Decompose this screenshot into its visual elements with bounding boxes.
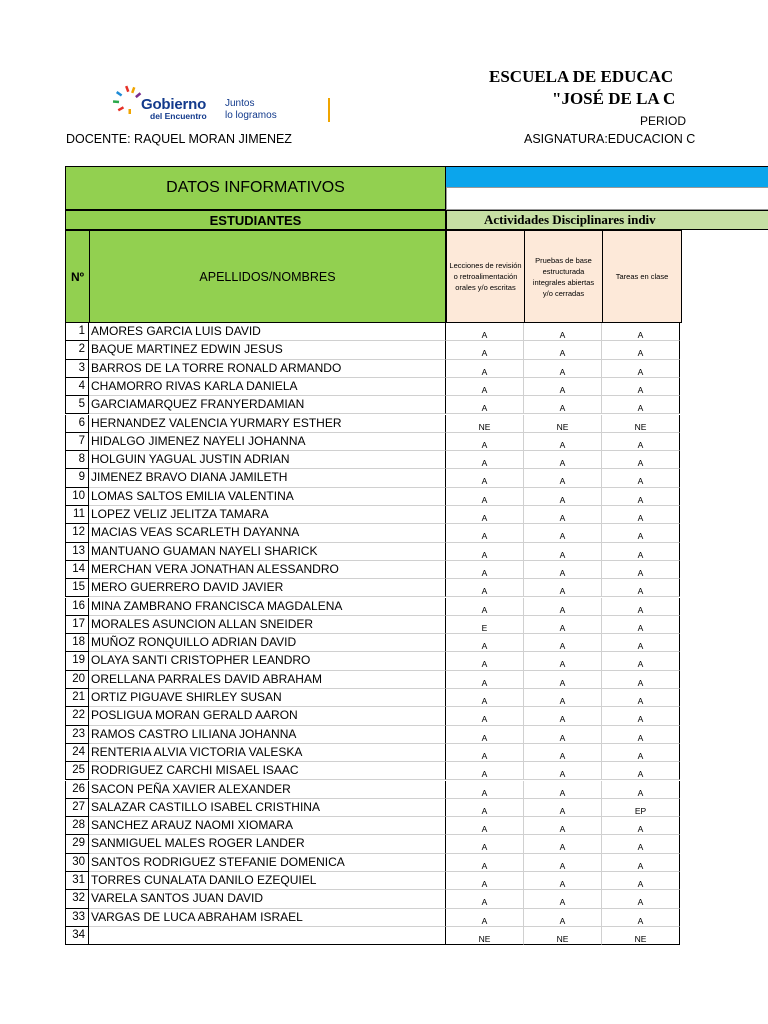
- grade-pruebas[interactable]: A: [524, 872, 602, 890]
- grade-pruebas[interactable]: A: [524, 469, 602, 487]
- column-header-lecciones: Lecciones de revisión o retroalimentación orales y/o escritas: [446, 230, 525, 323]
- student-name[interactable]: LOMAS SALTOS EMILIA VALENTINA: [89, 488, 446, 506]
- grade-tareas[interactable]: A: [602, 872, 680, 890]
- row-number[interactable]: 7: [65, 433, 89, 451]
- grade-lecciones[interactable]: A: [446, 396, 524, 414]
- student-name[interactable]: OLAYA SANTI CRISTOPHER LEANDRO: [89, 652, 446, 670]
- grade-tareas[interactable]: A: [602, 378, 680, 396]
- grade-lecciones[interactable]: A: [446, 469, 524, 487]
- grade-lecciones[interactable]: A: [446, 524, 524, 542]
- row-number[interactable]: 31: [65, 872, 89, 890]
- grade-pruebas[interactable]: NE: [524, 415, 602, 433]
- table-row[interactable]: [65, 854, 682, 872]
- student-name[interactable]: SANTOS RODRIGUEZ STEFANIE DOMENICA: [89, 854, 446, 872]
- grade-pruebas[interactable]: A: [524, 451, 602, 469]
- student-name[interactable]: SANCHEZ ARAUZ NAOMI XIOMARA: [89, 817, 446, 835]
- grade-tareas[interactable]: A: [602, 634, 680, 652]
- table-row[interactable]: [65, 671, 682, 689]
- grade-pruebas[interactable]: NE: [524, 927, 602, 945]
- grade-lecciones[interactable]: A: [446, 360, 524, 378]
- row-number[interactable]: 11: [65, 506, 89, 524]
- school-title-line1: ESCUELA DE EDUCAC: [489, 67, 674, 86]
- grade-lecciones[interactable]: A: [446, 744, 524, 762]
- grade-pruebas[interactable]: A: [524, 341, 602, 359]
- row-number[interactable]: 21: [65, 689, 89, 707]
- student-name[interactable]: HOLGUIN YAGUAL JUSTIN ADRIAN: [89, 451, 446, 469]
- row-number[interactable]: 30: [65, 854, 89, 872]
- row-number[interactable]: 2: [65, 341, 89, 359]
- grade-lecciones[interactable]: A: [446, 579, 524, 597]
- student-name[interactable]: RENTERIA ALVIA VICTORIA VALESKA: [89, 744, 446, 762]
- student-name[interactable]: HERNANDEZ VALENCIA YURMARY ESTHER: [89, 415, 446, 433]
- table-row[interactable]: [65, 726, 682, 744]
- row-number[interactable]: 23: [65, 726, 89, 744]
- table-row[interactable]: [65, 689, 682, 707]
- student-name[interactable]: HIDALGO JIMENEZ NAYELI JOHANNA: [89, 433, 446, 451]
- grade-pruebas[interactable]: A: [524, 890, 602, 908]
- grade-tareas[interactable]: A: [602, 652, 680, 670]
- grade-tareas[interactable]: A: [602, 341, 680, 359]
- row-number[interactable]: 9: [65, 469, 89, 487]
- grade-pruebas[interactable]: A: [524, 543, 602, 561]
- student-name[interactable]: MUÑOZ RONQUILLO ADRIAN DAVID: [89, 634, 446, 652]
- grade-tareas[interactable]: A: [602, 707, 680, 725]
- grade-tareas[interactable]: A: [602, 524, 680, 542]
- grade-lecciones[interactable]: A: [446, 323, 524, 341]
- grade-lecciones[interactable]: A: [446, 671, 524, 689]
- grade-lecciones[interactable]: A: [446, 451, 524, 469]
- grade-tareas[interactable]: A: [602, 781, 680, 799]
- student-name[interactable]: VARGAS DE LUCA ABRAHAM ISRAEL: [89, 909, 446, 927]
- table-row[interactable]: [65, 360, 682, 378]
- row-number[interactable]: 18: [65, 634, 89, 652]
- grade-tareas[interactable]: A: [602, 854, 680, 872]
- row-number[interactable]: 22: [65, 707, 89, 725]
- column-header-number: Nº: [65, 230, 90, 323]
- grade-pruebas[interactable]: A: [524, 506, 602, 524]
- row-number[interactable]: 32: [65, 890, 89, 908]
- grade-lecciones[interactable]: A: [446, 817, 524, 835]
- grade-lecciones[interactable]: A: [446, 506, 524, 524]
- logo-logramos-text: lo logramos: [225, 110, 277, 121]
- student-name[interactable]: MERO GUERRERO DAVID JAVIER: [89, 579, 446, 597]
- grade-tareas[interactable]: A: [602, 543, 680, 561]
- docente-label: DOCENTE: RAQUEL MORAN JIMENEZ: [66, 132, 292, 146]
- grade-lecciones[interactable]: NE: [446, 927, 524, 945]
- student-name[interactable]: MORALES ASUNCION ALLAN SNEIDER: [89, 616, 446, 634]
- row-number[interactable]: 27: [65, 799, 89, 817]
- table-row[interactable]: [65, 433, 682, 451]
- grade-lecciones[interactable]: A: [446, 726, 524, 744]
- student-name[interactable]: JIMENEZ BRAVO DIANA JAMILETH: [89, 469, 446, 487]
- grade-tareas[interactable]: A: [602, 396, 680, 414]
- student-name[interactable]: CHAMORRO RIVAS KARLA DANIELA: [89, 378, 446, 396]
- row-number[interactable]: 12: [65, 524, 89, 542]
- row-number[interactable]: 8: [65, 451, 89, 469]
- grade-lecciones[interactable]: A: [446, 543, 524, 561]
- grade-tareas[interactable]: NE: [602, 927, 680, 945]
- table-row[interactable]: [65, 415, 682, 433]
- table-row[interactable]: [65, 927, 682, 945]
- table-row[interactable]: [65, 652, 682, 670]
- row-number[interactable]: 10: [65, 488, 89, 506]
- grade-tareas[interactable]: A: [602, 561, 680, 579]
- table-row[interactable]: [65, 909, 682, 927]
- student-name[interactable]: MERCHAN VERA JONATHAN ALESSANDRO: [89, 561, 446, 579]
- periodo-label: PERIOD: [640, 114, 687, 128]
- grade-tareas[interactable]: A: [602, 671, 680, 689]
- table-row[interactable]: [65, 781, 682, 799]
- table-row[interactable]: [65, 890, 682, 908]
- grade-tareas[interactable]: NE: [602, 415, 680, 433]
- table-row[interactable]: [65, 506, 682, 524]
- table-row[interactable]: [65, 561, 682, 579]
- row-number[interactable]: 14: [65, 561, 89, 579]
- school-title-line2: "JOSÉ DE LA C: [552, 89, 676, 108]
- row-number[interactable]: 33: [65, 909, 89, 927]
- actividades-header: Actividades Disciplinares indiv: [446, 210, 768, 230]
- grade-lecciones[interactable]: A: [446, 909, 524, 927]
- grade-lecciones[interactable]: A: [446, 781, 524, 799]
- table-row[interactable]: [65, 579, 682, 597]
- row-number[interactable]: 20: [65, 671, 89, 689]
- grade-lecciones[interactable]: A: [446, 433, 524, 451]
- grade-lecciones[interactable]: A: [446, 799, 524, 817]
- row-number[interactable]: 4: [65, 378, 89, 396]
- grade-pruebas[interactable]: A: [524, 433, 602, 451]
- grade-pruebas[interactable]: A: [524, 561, 602, 579]
- student-name[interactable]: MINA ZAMBRANO FRANCISCA MAGDALENA: [89, 598, 446, 616]
- grade-pruebas[interactable]: A: [524, 744, 602, 762]
- grade-lecciones[interactable]: A: [446, 341, 524, 359]
- row-number[interactable]: 16: [65, 598, 89, 616]
- blank-header-band: [446, 187, 768, 210]
- blue-header-band: [446, 166, 768, 187]
- grade-pruebas[interactable]: A: [524, 707, 602, 725]
- table-row[interactable]: [65, 378, 682, 396]
- row-number[interactable]: 3: [65, 360, 89, 378]
- row-number[interactable]: 26: [65, 781, 89, 799]
- table-row[interactable]: [65, 341, 682, 359]
- grade-lecciones[interactable]: A: [446, 890, 524, 908]
- table-row[interactable]: [65, 762, 682, 780]
- grade-tareas[interactable]: A: [602, 451, 680, 469]
- grade-pruebas[interactable]: A: [524, 909, 602, 927]
- table-row[interactable]: [65, 835, 682, 853]
- grade-pruebas[interactable]: A: [524, 689, 602, 707]
- logo-encuentro-text: del Encuentro: [150, 111, 207, 121]
- grade-pruebas[interactable]: A: [524, 616, 602, 634]
- row-number[interactable]: 6: [65, 415, 89, 433]
- grade-tareas[interactable]: A: [602, 506, 680, 524]
- grade-lecciones[interactable]: A: [446, 598, 524, 616]
- row-number[interactable]: 28: [65, 817, 89, 835]
- grade-lecciones[interactable]: A: [446, 652, 524, 670]
- grade-tareas[interactable]: A: [602, 762, 680, 780]
- table-row[interactable]: [65, 744, 682, 762]
- row-number[interactable]: 29: [65, 835, 89, 853]
- student-name[interactable]: [89, 927, 446, 945]
- student-name[interactable]: MANTUANO GUAMAN NAYELI SHARICK: [89, 543, 446, 561]
- grade-pruebas[interactable]: A: [524, 854, 602, 872]
- table-row[interactable]: [65, 707, 682, 725]
- grade-tareas[interactable]: A: [602, 616, 680, 634]
- grade-pruebas[interactable]: A: [524, 762, 602, 780]
- student-name[interactable]: GARCIAMARQUEZ FRANYERDAMIAN: [89, 396, 446, 414]
- grade-tareas[interactable]: A: [602, 909, 680, 927]
- row-number[interactable]: 24: [65, 744, 89, 762]
- grade-tareas[interactable]: A: [602, 579, 680, 597]
- table-row[interactable]: [65, 488, 682, 506]
- row-number[interactable]: 15: [65, 579, 89, 597]
- table-row[interactable]: [65, 817, 682, 835]
- student-name[interactable]: RAMOS CASTRO LILIANA JOHANNA: [89, 726, 446, 744]
- grade-pruebas[interactable]: A: [524, 634, 602, 652]
- grade-pruebas[interactable]: A: [524, 488, 602, 506]
- student-name[interactable]: POSLIGUA MORAN GERALD AARON: [89, 707, 446, 725]
- table-row[interactable]: [65, 543, 682, 561]
- student-name[interactable]: MACIAS VEAS SCARLETH DAYANNA: [89, 524, 446, 542]
- row-number[interactable]: 13: [65, 543, 89, 561]
- column-header-tareas: Tareas en clase: [602, 230, 682, 323]
- row-number[interactable]: 25: [65, 762, 89, 780]
- logo-juntos-text: Juntos: [225, 98, 255, 109]
- grade-lecciones[interactable]: A: [446, 488, 524, 506]
- table-row[interactable]: [65, 451, 682, 469]
- column-header-pruebas: Pruebas de base estructurada integrales abiertas y/o cerradas: [524, 230, 603, 323]
- student-name[interactable]: ORTIZ PIGUAVE SHIRLEY SUSAN: [89, 689, 446, 707]
- student-name[interactable]: VARELA SANTOS JUAN DAVID: [89, 890, 446, 908]
- grade-pruebas[interactable]: A: [524, 323, 602, 341]
- grade-pruebas[interactable]: A: [524, 726, 602, 744]
- table-row[interactable]: [65, 616, 682, 634]
- grade-pruebas[interactable]: A: [524, 524, 602, 542]
- grade-lecciones[interactable]: A: [446, 762, 524, 780]
- table-row[interactable]: [65, 634, 682, 652]
- grade-pruebas[interactable]: A: [524, 396, 602, 414]
- grade-lecciones[interactable]: A: [446, 378, 524, 396]
- grade-pruebas[interactable]: A: [524, 799, 602, 817]
- grade-pruebas[interactable]: A: [524, 360, 602, 378]
- grade-tareas[interactable]: A: [602, 488, 680, 506]
- grade-lecciones[interactable]: A: [446, 634, 524, 652]
- estudiantes-header: ESTUDIANTES: [65, 210, 446, 230]
- grade-pruebas[interactable]: A: [524, 652, 602, 670]
- student-name[interactable]: SANMIGUEL MALES ROGER LANDER: [89, 835, 446, 853]
- grade-lecciones[interactable]: E: [446, 616, 524, 634]
- grade-lecciones[interactable]: A: [446, 854, 524, 872]
- row-number[interactable]: 17: [65, 616, 89, 634]
- table-row[interactable]: [65, 524, 682, 542]
- grade-pruebas[interactable]: A: [524, 817, 602, 835]
- grade-pruebas[interactable]: A: [524, 579, 602, 597]
- table-row[interactable]: [65, 469, 682, 487]
- student-name[interactable]: RODRIGUEZ CARCHI MISAEL ISAAC: [89, 762, 446, 780]
- grade-lecciones[interactable]: NE: [446, 415, 524, 433]
- grade-tareas[interactable]: EP: [602, 799, 680, 817]
- grade-lecciones[interactable]: A: [446, 835, 524, 853]
- grade-tareas[interactable]: A: [602, 360, 680, 378]
- table-row[interactable]: [65, 323, 682, 341]
- grade-lecciones[interactable]: A: [446, 707, 524, 725]
- row-number[interactable]: 1: [65, 323, 89, 341]
- grade-tareas[interactable]: A: [602, 835, 680, 853]
- grade-tareas[interactable]: A: [602, 689, 680, 707]
- logo-gobierno-text: Gobierno: [141, 96, 207, 113]
- grade-tareas[interactable]: A: [602, 817, 680, 835]
- table-row[interactable]: [65, 872, 682, 890]
- grade-pruebas[interactable]: A: [524, 378, 602, 396]
- grade-tareas[interactable]: A: [602, 726, 680, 744]
- grade-pruebas[interactable]: A: [524, 781, 602, 799]
- datos-informativos-header: DATOS INFORMATIVOS: [65, 166, 446, 210]
- grade-pruebas[interactable]: A: [524, 835, 602, 853]
- table-row[interactable]: [65, 396, 682, 414]
- grade-pruebas[interactable]: A: [524, 598, 602, 616]
- student-name[interactable]: SACON PEÑA XAVIER ALEXANDER: [89, 781, 446, 799]
- student-name[interactable]: AMORES GARCIA LUIS DAVID: [89, 323, 446, 341]
- grade-pruebas[interactable]: A: [524, 671, 602, 689]
- student-name[interactable]: BAQUE MARTINEZ EDWIN JESUS: [89, 341, 446, 359]
- table-row[interactable]: [65, 799, 682, 817]
- student-name[interactable]: BARROS DE LA TORRE RONALD ARMANDO: [89, 360, 446, 378]
- student-name[interactable]: SALAZAR CASTILLO ISABEL CRISTHINA: [89, 799, 446, 817]
- column-header-names: APELLIDOS/NOMBRES: [89, 230, 446, 323]
- grade-lecciones[interactable]: A: [446, 689, 524, 707]
- grade-lecciones[interactable]: A: [446, 872, 524, 890]
- grade-tareas[interactable]: A: [602, 890, 680, 908]
- student-name[interactable]: ORELLANA PARRALES DAVID ABRAHAM: [89, 671, 446, 689]
- row-number[interactable]: 5: [65, 396, 89, 414]
- grade-tareas[interactable]: A: [602, 323, 680, 341]
- grade-tareas[interactable]: A: [602, 598, 680, 616]
- grade-tareas[interactable]: A: [602, 433, 680, 451]
- row-number[interactable]: 19: [65, 652, 89, 670]
- student-name[interactable]: TORRES CUNALATA DANILO EZEQUIEL: [89, 872, 446, 890]
- grade-tareas[interactable]: A: [602, 469, 680, 487]
- row-number[interactable]: 34: [65, 927, 89, 945]
- grade-tareas[interactable]: A: [602, 744, 680, 762]
- grade-lecciones[interactable]: A: [446, 561, 524, 579]
- student-name[interactable]: LOPEZ VELIZ JELITZA TAMARA: [89, 506, 446, 524]
- asignatura-label: ASIGNATURA:EDUCACION C: [524, 132, 696, 146]
- table-row[interactable]: [65, 598, 682, 616]
